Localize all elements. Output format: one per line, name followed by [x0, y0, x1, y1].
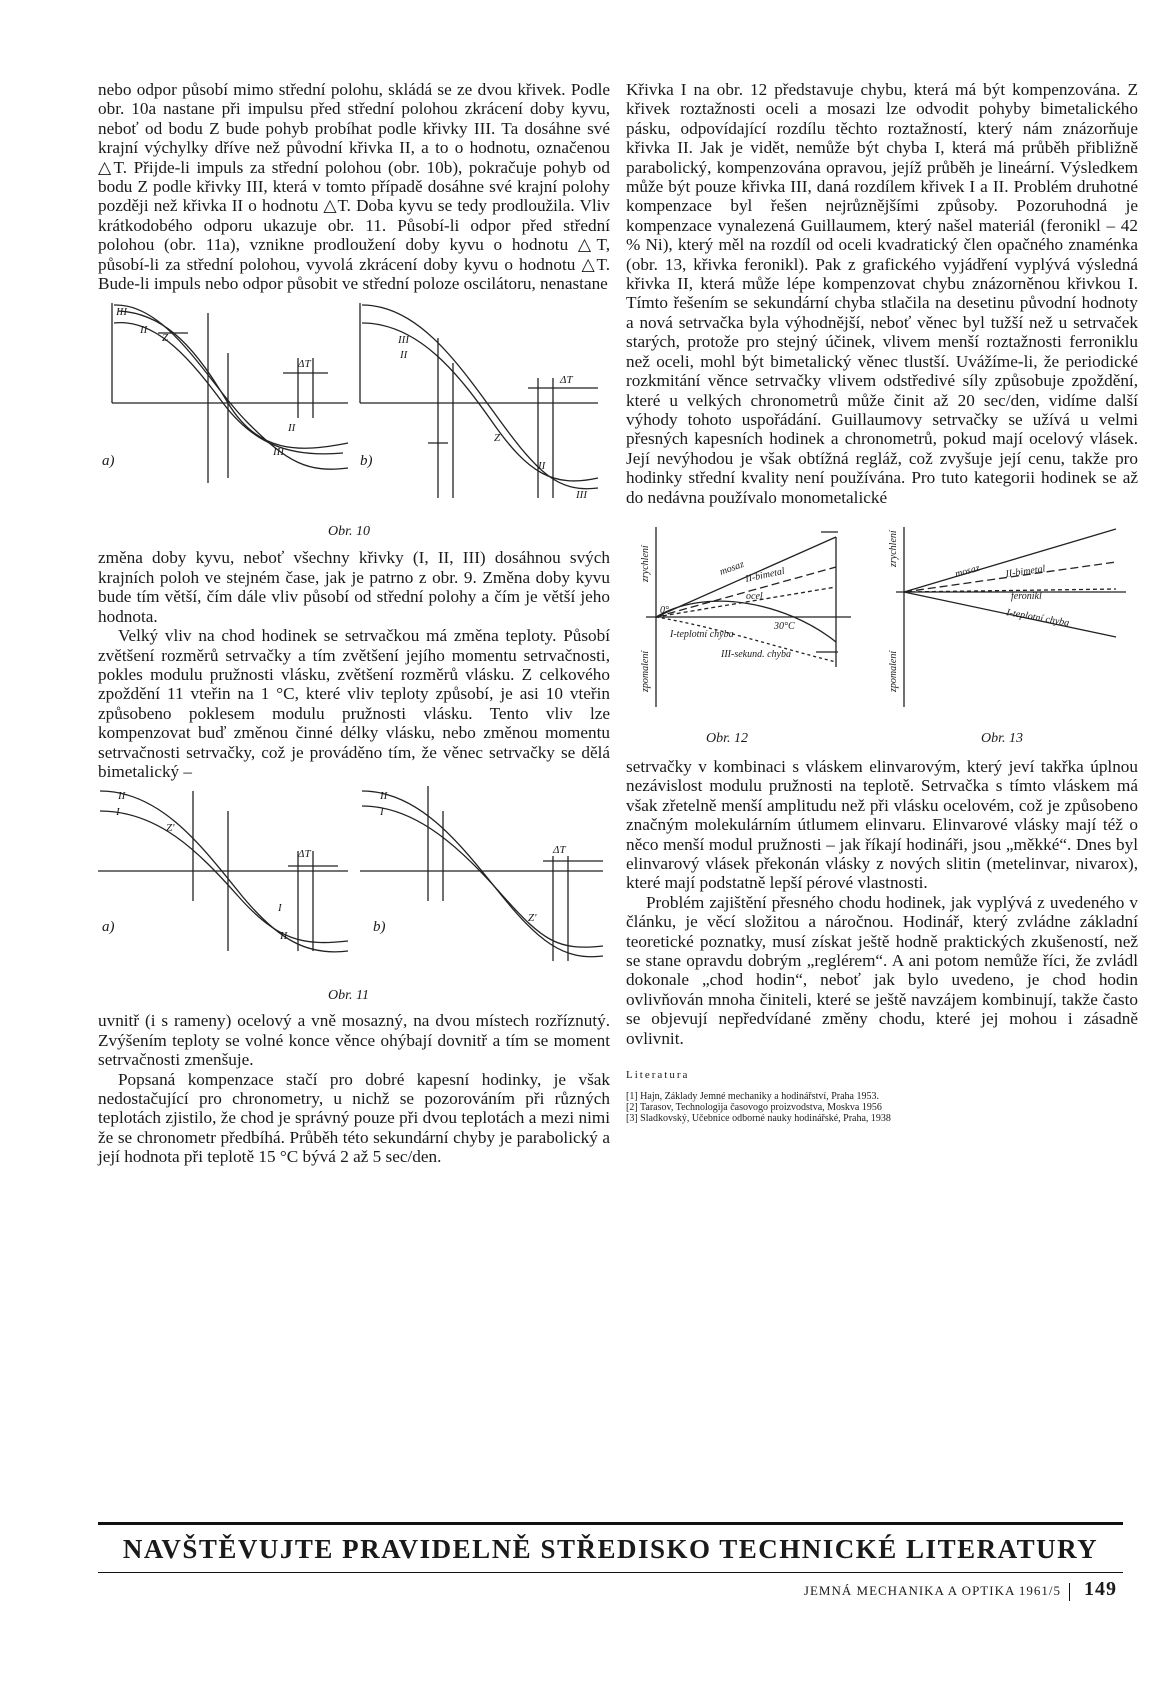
literature-title: Literatura	[626, 1069, 690, 1082]
paragraph: Křivka I na obr. 12 představuje chybu, která má být kompenzována. Z křivek roztažnosti oceli a mosazi lze odvodit pohyby bimetalického pásku, odpovídající rozdílu těchto roztažností, který nám znázorňuje křivka II. Jak je vidět, nemůže být chyba I, která má průběh přibližně parabolický, kompenzována opravou, jejíž průběh je lineární. Výsledkem může být pouze křivka III, daná rozdílem křivek I a II. Problém druhotné kompenzace byl řešen nejrůznějšími způsoby. Pozoruhodná je kompenzace vynalezená Guillaumem, který našel materiál (feronikl – 42 % Ni), který měl na rozdíl od oceli kvadratický člen opačného znaménka (obr. 13, křivka feronikl). Pak z grafického vyjádření vyplývá výsledná křivka II, která může lépe kompenzovat chybu znázorněnou křivkou I. Tímto řešením se sekundární chyba stlačila na desetinu původní hodnoty a nová setrvačka byla výhodnější, neboť věnec byl tužší než u setrvaček starých, protože pro stejný účinek, vlivem menší roztažnosti ferroniklu než oceli, mohl být bimetalický věnec tlustší. Uvážíme-li, že periodické rozkmitání věnce setrvačky vlivem odstředivé síly způsobuje zpoždění, které u velkých chronometrů může činit až 20 sec/den, vidíme další výhody tohoto uspořádání. Guillaumovy setrvačky se užívá u velmi přesných kapesních hodinek a chronometrů, pokud mají ocelový vlásek. Její nevýhodou je však obtížná regláž, což zvyšuje její cenu, takže pro hodinky střední kvality není používána. Pro tuto kategorii hodinek se až do nedávna používalo monometalické	[626, 80, 1138, 507]
curve-label-II: II	[118, 790, 126, 803]
curve-label-III: III	[116, 306, 127, 319]
figure-caption: Obr. 13	[981, 730, 1024, 746]
paragraph: nebo odpor působí mimo střední polohu, skládá se ze dvou křivek. Podle obr. 10a nastane při impulsu před střední polohou zkrácení doby kyvu, neboť od bodu Z bude pohyb probíhat podle křivky III. Ta dosáhne své krajní výchylky dříve než původní křivka II, a to o hodnotu, označenou △T. Přijde-li impuls za střední polohou (obr. 10b), pokračuje pohyb od bodu Z podle křivky III, která v tomto případě dosáhne své krajní polohy později než křivka II o hodnotu △T. Doba kyvu se tedy prodloužila. Vliv krátkodobého odporu ukazuje obr. 11. Působí-li odpor před střední polohou (obr. 11a), vznikne prodloužení doby kyvu o hodnotu △T, působí-li za střední polohou, vyvolá zkrácení doby kyvu o hodnotu △T. Bude-li impuls nebo odpor působit ve střední poloze oscilátoru, nenastane	[98, 80, 610, 294]
reference-list	[626, 1091, 1138, 1124]
right-column	[626, 80, 1138, 1124]
curve-label-II: II	[538, 460, 546, 473]
figure-11-diagram	[98, 781, 610, 1011]
page-footer	[804, 1578, 1117, 1601]
panel-label-a: a)	[102, 453, 115, 470]
figures-12-13	[626, 507, 1138, 757]
figure-caption: Obr. 12	[706, 730, 749, 746]
curve-label-feronikl: feronikl	[1011, 590, 1042, 602]
point-label-Z: Z	[494, 432, 501, 445]
curve-label-II: II	[140, 324, 148, 337]
paragraph: uvnitř (i s rameny) ocelový a vně mosazný, na dvou místech rozříznutý. Zvýšením teploty se volné konce věnce ohýbají dovnitř a tím se moment setrvačnosti zmenšuje.	[98, 1011, 610, 1070]
point-label-Z: Z	[162, 332, 169, 345]
paragraph: Problém zajištění přesného chodu hodinek, jak vyplývá z uvedeného v článku, je věcí složitou a náročnou. Hodinář, který zvládne základní teoretické poznatky, musí získat ještě hodně praktických zkušeností, než se stane opravdu dobrým „reglérem“. A ani potom nemůže říci, že zvládl dokonale „chod hodin“, neboť jak bylo uvedeno, je chod hodin ovlivňován mnoha činiteli, které se ještě navzájem kombinují, takže často se objevují nepředvídané změny chodu, které jej mohou i zásadně ovlivnit.	[626, 892, 1138, 1048]
curve-label-teplotni: I-teplotní chyba	[1005, 607, 1071, 629]
footer-separator	[1069, 1583, 1070, 1601]
axis-label-up: zrychlení	[888, 530, 899, 567]
figure-10-diagram	[98, 293, 610, 548]
curve-label-II: II	[400, 349, 408, 362]
curve-label-I: I	[278, 902, 282, 915]
left-column	[98, 80, 610, 1167]
figure-12-13-diagram	[626, 507, 1138, 757]
axis-tick-30: 30°C	[774, 620, 795, 632]
curve-label-mosaz: mosaz	[953, 562, 981, 580]
banner: NAVŠTĚVUJTE PRAVIDELNĚ STŘEDISKO TECHNICKÉ LITERATURY	[122, 1534, 1099, 1564]
curve-label-II: II	[280, 930, 288, 943]
delta-t-label: ΔT	[553, 844, 566, 857]
point-label-Z: Z'	[528, 912, 537, 925]
reference-item: [2] Tarasov, Technologija časovogo proizvodstva, Moskva 1956	[626, 1102, 882, 1114]
paragraph: setrvačky v kombinaci s vláskem elinvarovým, který jeví takřka úplnou nezávislost modulu pružnosti na teplotě. Setrvačka s tímto vláskem má však zřetelně menší amplitudu než při vlásku ocelovém, což je způsobeno značným molekulárním útlumem elinvaru. Elinvarové vlásky mají též o něco menší modul pružnosti – jak říkají hodináři, jsou „měkké“. Dnes byl elinvarový vlásek překonán vlásky z nových slitin (metelinvar, nivarox), které mají podstatně lepší pérové vlastnosti.	[626, 756, 1138, 893]
delta-t-label: ΔT	[298, 358, 311, 371]
curve-label-III: III	[273, 446, 284, 459]
journal-name: JEMNÁ MECHANIKA A OPTIKA 1961/5	[803, 1583, 1061, 1598]
curve-label-I: I	[116, 806, 120, 819]
curve-label-II: II	[380, 790, 388, 803]
curve-label-III: III	[576, 489, 587, 502]
reference-item: [1] Hajn, Základy Jemné mechaniky a hodinářství, Praha 1953.	[626, 1091, 879, 1103]
curve-label-sekund: III-sekund. chyba	[721, 648, 791, 660]
curve-label-bimetal: II-bimetal	[1004, 563, 1047, 580]
curve-label-teplotni: I-teplotní chyba	[670, 628, 734, 640]
reference-item: [3] Sladkovský, Učebnice odborné nauky hodinářské, Praha, 1938	[626, 1113, 891, 1125]
point-label-Z: Z'	[166, 822, 175, 835]
delta-t-label: ΔT	[560, 374, 573, 387]
figure-11	[98, 781, 610, 1011]
axis-label-down: zpomalení	[640, 650, 651, 692]
curve-label-I: I	[380, 806, 384, 819]
axis-label-down: zpomalení	[888, 650, 899, 692]
divider	[98, 1522, 1123, 1525]
curve-label-ocel: ocel	[746, 590, 763, 602]
paragraph: Velký vliv na chod hodinek se setrvačkou má změna teploty. Působí zvětšení rozměrů setrvačky a tím zvětšení jejího momentu setrvačnosti, pokles modulu pružnosti vlásku, zvětšení rozměrů vlásku. Z celkového zpoždění 11 vteřin na 1 °C, které vliv teploty způsobí, je asi 10 vteřin způsobeno poklesem modulu pružnosti vlásku. Tento vliv lze kompenzovat buď změnou činné délky vlásku, nebo změnou momentu setrvačnosti setrvačky, což je prováděno tím, že věnec setrvačky se dělá bimetalický –	[98, 626, 610, 781]
panel-label-a: a)	[102, 919, 115, 936]
panel-label-b: b)	[360, 453, 373, 470]
figure-10	[98, 293, 610, 548]
delta-t-label: ΔT	[298, 848, 311, 861]
curve-label-III: III	[398, 334, 409, 347]
axis-tick-0: 0°	[660, 604, 669, 616]
curve-label-II: II	[288, 422, 296, 435]
paragraph: Popsaná kompenzace stačí pro dobré kapesní hodinky, je však nedostačující pro chronometry, u nichž se pozorováním při různých teplotách zjistilo, že chod je správný pouze při dvou teplotách a mezi nimi že se chronometr předbíhá. Průběh této sekundární chyby je parabolický a její hodnota při teplotě 15 °C bývá 2 až 5 sec/den.	[98, 1069, 610, 1167]
curve-label-mosaz: mosaz	[718, 558, 746, 578]
paragraph: změna doby kyvu, neboť všechny křivky (I, II, III) dosáhnou svých krajních poloh ve stejném čase, jak je patrno z obr. 9. Změna doby kyvu bude tím větší, čím dále vliv působí od střední polohy a čím je větší jeho hodnota.	[98, 548, 610, 626]
panel-label-b: b)	[373, 919, 386, 936]
curve-label-bimetal: II-bimetal	[744, 565, 786, 585]
page-number: 149	[1084, 1578, 1117, 1600]
figure-caption: Obr. 10	[328, 524, 371, 540]
axis-label-up: zrychlení	[640, 545, 651, 582]
divider	[98, 1572, 1123, 1573]
figure-caption: Obr. 11	[328, 988, 369, 1004]
